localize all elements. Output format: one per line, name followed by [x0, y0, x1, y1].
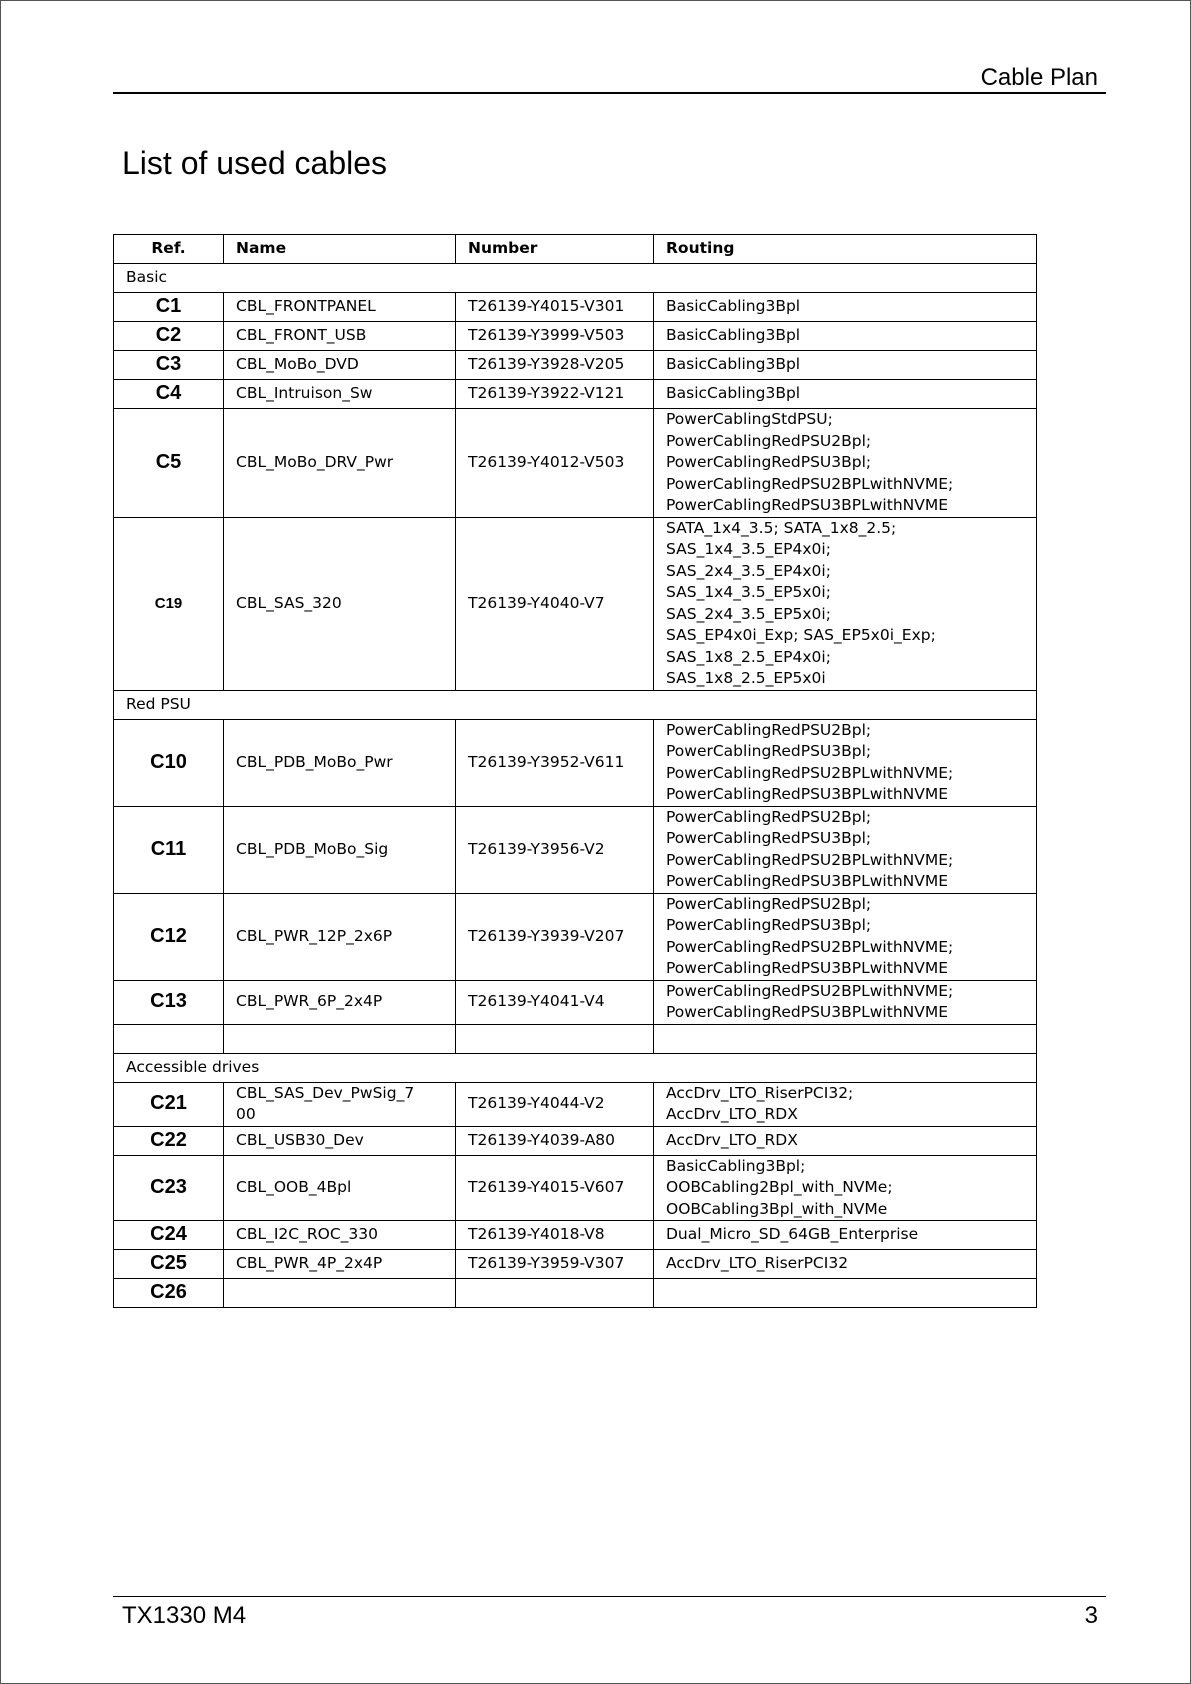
- cell-name: [224, 1250, 456, 1279]
- routing-line: PowerCablingRedPSU3Bpl;: [666, 742, 872, 760]
- footer-divider: [113, 1596, 1106, 1597]
- name-line: CBL_PDB_MoBo_Pwr: [236, 752, 393, 771]
- cell-number: T26139-Y4015-V301: [456, 293, 654, 322]
- routing-line: PowerCablingRedPSU2BPLwithNVME;: [666, 763, 954, 782]
- group-label: Basic: [114, 264, 1037, 293]
- routing-line: PowerCablingRedPSU2BPLwithNVME;: [666, 474, 954, 493]
- page-number: 3: [1084, 1602, 1098, 1629]
- table-row: [114, 409, 1037, 518]
- header-title: Cable Plan: [980, 64, 1098, 91]
- cell-routing: [654, 293, 1037, 322]
- name-line: CBL_PWR_12P_2x6P: [236, 926, 393, 945]
- cell-routing: [654, 517, 1037, 690]
- routing-line: SAS_1x8_2.5_EP5x0i: [666, 669, 826, 687]
- cell-name: [224, 980, 456, 1024]
- routing-line: BasicCabling3Bpl: [666, 326, 801, 345]
- routing-line: AccDrv_LTO_RDX: [666, 1130, 798, 1149]
- cell-number: T26139-Y3959-V307: [456, 1250, 654, 1279]
- routing-line: SAS_2x4_3.5_EP5x0i;: [666, 604, 831, 623]
- cell-ref: C24: [114, 1221, 224, 1250]
- routing-line: BasicCabling3Bpl: [666, 384, 801, 403]
- cell-ref: C12: [114, 893, 224, 980]
- cell-routing: [654, 322, 1037, 351]
- cell-name: [224, 293, 456, 322]
- cell-ref: C5: [114, 409, 224, 518]
- cell-name: [224, 1279, 456, 1308]
- cell-name: [224, 1024, 456, 1053]
- routing-line: SAS_1x8_2.5_EP4x0i;: [666, 647, 831, 666]
- cell-routing: [654, 1221, 1037, 1250]
- cell-ref: C13: [114, 980, 224, 1024]
- cell-number: T26139-Y3939-V207: [456, 893, 654, 980]
- cell-name: [224, 893, 456, 980]
- table-row: [114, 1279, 1037, 1308]
- cable-table-body: [114, 264, 1037, 1308]
- cell-routing: [654, 1082, 1037, 1126]
- cell-number: [456, 1279, 654, 1308]
- cell-number: T26139-Y3956-V2: [456, 806, 654, 893]
- cell-routing: [654, 380, 1037, 409]
- cell-number: T26139-Y4040-V7: [456, 517, 654, 690]
- table-row: [114, 517, 1037, 690]
- routing-line: BasicCabling3Bpl: [666, 297, 801, 316]
- cell-ref: C25: [114, 1250, 224, 1279]
- cell-routing: [654, 1024, 1037, 1053]
- cell-routing: [654, 409, 1037, 518]
- name-line: CBL_USB30_Dev: [236, 1130, 364, 1149]
- table-row: [114, 1082, 1037, 1126]
- routing-line: PowerCablingRedPSU2BPLwithNVME;: [666, 937, 954, 956]
- cell-ref: C19: [114, 517, 224, 690]
- cell-number: T26139-Y4012-V503: [456, 409, 654, 518]
- routing-line: SAS_1x4_3.5_EP5x0i;: [666, 583, 831, 601]
- routing-line: PowerCablingRedPSU3Bpl;: [666, 453, 872, 471]
- name-line: CBL_Intruison_Sw: [236, 384, 373, 403]
- name-line: CBL_FRONTPANEL: [236, 297, 376, 316]
- routing-line: BasicCabling3Bpl;: [666, 1156, 806, 1175]
- cell-ref: C10: [114, 719, 224, 806]
- cell-number: T26139-Y4039-A80: [456, 1126, 654, 1155]
- cell-number: T26139-Y4041-V4: [456, 980, 654, 1024]
- name-line: CBL_FRONT_USB: [236, 326, 367, 345]
- table-row: [114, 893, 1037, 980]
- cell-number: T26139-Y3952-V611: [456, 719, 654, 806]
- name-line: CBL_SAS_320: [236, 593, 342, 612]
- cell-routing: [654, 806, 1037, 893]
- group-row: [114, 1053, 1037, 1082]
- cell-number: T26139-Y3928-V205: [456, 351, 654, 380]
- routing-line: OOBCabling2Bpl_with_NVMe;: [666, 1178, 893, 1196]
- group-label: Red PSU: [114, 690, 1037, 719]
- cell-ref: C21: [114, 1082, 224, 1126]
- routing-line: Dual_Micro_SD_64GB_Enterprise: [666, 1225, 919, 1244]
- cell-name: [224, 719, 456, 806]
- routing-line: PowerCablingRedPSU2Bpl;: [666, 431, 872, 450]
- routing-line: SATA_1x4_3.5; SATA_1x8_2.5;: [666, 518, 897, 537]
- name-line: CBL_PDB_MoBo_Sig: [236, 839, 389, 858]
- cell-ref: C26: [114, 1279, 224, 1308]
- cell-routing: [654, 719, 1037, 806]
- cell-name: [224, 322, 456, 351]
- cell-routing: [654, 1126, 1037, 1155]
- routing-line: PowerCablingRedPSU2Bpl;: [666, 894, 872, 913]
- routing-line: PowerCablingRedPSU2BPLwithNVME;: [666, 981, 954, 1000]
- name-line: CBL_I2C_ROC_330: [236, 1225, 378, 1244]
- table-header-row: [114, 235, 1037, 264]
- cell-routing: [654, 893, 1037, 980]
- cable-table: [113, 234, 1037, 1308]
- routing-line: PowerCablingRedPSU3BPLwithNVME: [666, 959, 949, 977]
- table-row: [114, 322, 1037, 351]
- name-line: CBL_OOB_4Bpl: [236, 1178, 352, 1196]
- name-line: 00: [236, 1105, 256, 1123]
- cell-ref: C1: [114, 293, 224, 322]
- group-row: [114, 690, 1037, 719]
- table-row: [114, 980, 1037, 1024]
- routing-line: OOBCabling3Bpl_with_NVMe: [666, 1199, 888, 1218]
- table-row: [114, 1126, 1037, 1155]
- routing-line: PowerCablingRedPSU2Bpl;: [666, 720, 872, 739]
- table-row: [114, 1024, 1037, 1053]
- header-divider: [113, 92, 1106, 94]
- section-title: List of used cables: [122, 145, 388, 181]
- routing-line: SAS_2x4_3.5_EP4x0i;: [666, 561, 831, 580]
- column-header-name: Name: [224, 235, 456, 264]
- cell-ref: C11: [114, 806, 224, 893]
- cell-name: [224, 351, 456, 380]
- routing-line: SAS_EP4x0i_Exp; SAS_EP5x0i_Exp;: [666, 626, 936, 644]
- routing-line: PowerCablingRedPSU2BPLwithNVME;: [666, 850, 954, 869]
- cell-name: [224, 380, 456, 409]
- cell-number: T26139-Y3922-V121: [456, 380, 654, 409]
- cell-number: [456, 1024, 654, 1053]
- column-header-ref: Ref.: [114, 235, 224, 264]
- name-line: CBL_MoBo_DRV_Pwr: [236, 453, 394, 471]
- cell-name: [224, 409, 456, 518]
- cell-routing: [654, 1250, 1037, 1279]
- column-header-number: Number: [456, 235, 654, 264]
- table-row: [114, 719, 1037, 806]
- footer-model: TX1330 M4: [122, 1602, 247, 1629]
- routing-line: PowerCablingRedPSU3Bpl;: [666, 916, 872, 934]
- routing-line: PowerCablingRedPSU3BPLwithNVME: [666, 785, 949, 803]
- name-line: CBL_PWR_6P_2x4P: [236, 992, 383, 1011]
- cell-name: [224, 1155, 456, 1221]
- routing-line: PowerCablingRedPSU2Bpl;: [666, 807, 872, 826]
- cell-ref: C3: [114, 351, 224, 380]
- routing-line: AccDrv_LTO_RiserPCI32;: [666, 1083, 854, 1102]
- routing-line: PowerCablingRedPSU3BPLwithNVME: [666, 1003, 949, 1021]
- cell-routing: [654, 1279, 1037, 1308]
- name-line: CBL_MoBo_DVD: [236, 355, 359, 374]
- cell-ref: C23: [114, 1155, 224, 1221]
- cell-name: [224, 1126, 456, 1155]
- table-row: [114, 1221, 1037, 1250]
- table-row: [114, 1155, 1037, 1221]
- routing-line: PowerCablingRedPSU3Bpl;: [666, 829, 872, 847]
- cell-name: [224, 517, 456, 690]
- group-row: [114, 264, 1037, 293]
- routing-line: PowerCablingRedPSU3BPLwithNVME: [666, 872, 949, 890]
- cell-routing: [654, 980, 1037, 1024]
- cell-ref: [114, 1024, 224, 1053]
- routing-line: PowerCablingRedPSU3BPLwithNVME: [666, 496, 949, 514]
- cell-name: [224, 806, 456, 893]
- cell-number: T26139-Y3999-V503: [456, 322, 654, 351]
- cell-number: T26139-Y4044-V2: [456, 1082, 654, 1126]
- column-header-routing: Routing: [654, 235, 1037, 264]
- cell-name: [224, 1082, 456, 1126]
- cell-ref: C2: [114, 322, 224, 351]
- name-line: CBL_PWR_4P_2x4P: [236, 1254, 383, 1273]
- table-row: [114, 351, 1037, 380]
- cell-routing: [654, 1155, 1037, 1221]
- table-row: [114, 1250, 1037, 1279]
- table-row: [114, 806, 1037, 893]
- table-row: [114, 380, 1037, 409]
- cell-routing: [654, 351, 1037, 380]
- cell-name: [224, 1221, 456, 1250]
- cell-number: T26139-Y4018-V8: [456, 1221, 654, 1250]
- routing-line: AccDrv_LTO_RDX: [666, 1105, 798, 1123]
- routing-line: PowerCablingStdPSU;: [666, 410, 833, 428]
- group-label: Accessible drives: [114, 1053, 1037, 1082]
- routing-line: SAS_1x4_3.5_EP4x0i;: [666, 540, 831, 558]
- cell-ref: C4: [114, 380, 224, 409]
- name-line: CBL_SAS_Dev_PwSig_7: [236, 1083, 415, 1102]
- routing-line: AccDrv_LTO_RiserPCI32: [666, 1254, 849, 1273]
- cell-number: T26139-Y4015-V607: [456, 1155, 654, 1221]
- table-row: [114, 293, 1037, 322]
- cell-ref: C22: [114, 1126, 224, 1155]
- routing-line: BasicCabling3Bpl: [666, 355, 801, 374]
